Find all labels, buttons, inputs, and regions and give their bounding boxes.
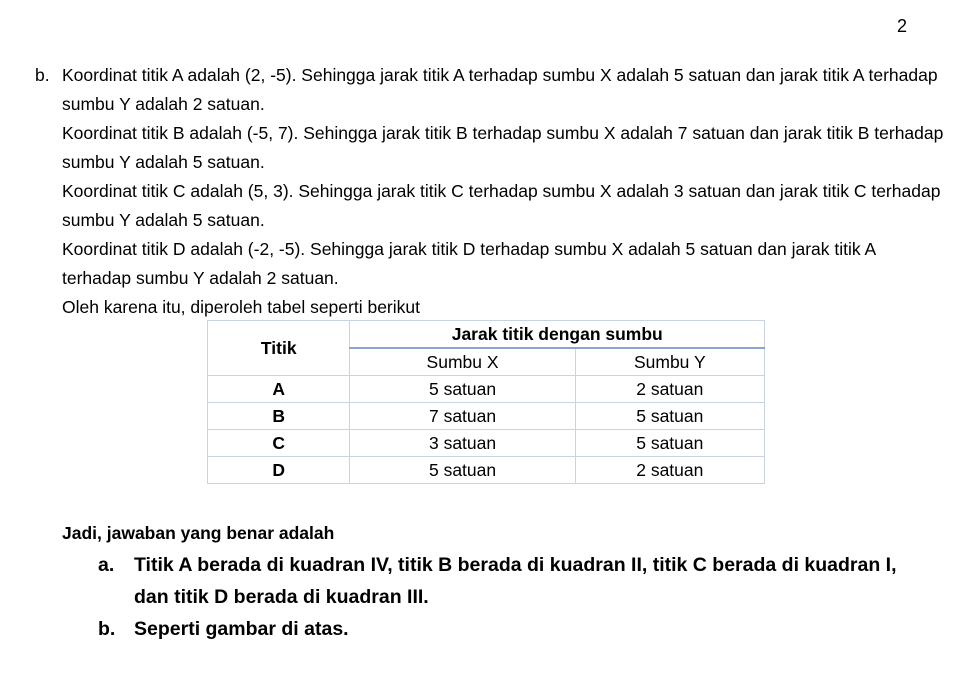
paragraph-point-c: Koordinat titik C adalah (5, 3). Sehingga jarak titik C terhadap sumbu X adalah 3 satuan dan jarak titik C terhadap sumbu Y adalah 5 satuan. <box>62 181 941 230</box>
table-row <box>208 403 765 430</box>
header-sumbu-y: Sumbu Y <box>575 348 764 376</box>
cell-sumbu-y: 2 satuan <box>575 376 764 403</box>
paragraph-point-b: Koordinat titik B adalah (-5, 7). Sehingga jarak titik B terhadap sumbu X adalah 7 satuan dan jarak titik B terhadap sumbu Y adalah 5 satuan. <box>62 123 944 172</box>
paragraph-table-intro: Oleh karena itu, diperoleh tabel seperti berikut <box>62 297 420 317</box>
section-body <box>62 61 945 322</box>
table-row <box>208 457 765 484</box>
cell-titik: B <box>208 403 350 430</box>
paragraph-point-d: Koordinat titik D adalah (-2, -5). Sehingga jarak titik D terhadap sumbu X adalah 5 satuan dan jarak titik A terhadap sumbu Y adalah 2 satuan. <box>62 239 876 288</box>
paragraph-point-a: Koordinat titik A adalah (2, -5). Sehingga jarak titik A terhadap sumbu X adalah 5 satuan dan jarak titik A terhadap sumbu Y adalah 2 satuan. <box>62 65 938 114</box>
answer-marker: a. <box>98 554 115 576</box>
section-marker: b. <box>35 65 50 85</box>
cell-titik: D <box>208 457 350 484</box>
table-row <box>208 376 765 403</box>
cell-titik: C <box>208 430 350 457</box>
cell-sumbu-y: 5 satuan <box>575 403 764 430</box>
answer-marker: b. <box>98 618 116 640</box>
section-b <box>35 61 945 322</box>
header-group: Jarak titik dengan sumbu <box>350 321 765 349</box>
cell-titik: A <box>208 376 350 403</box>
header-sumbu-x: Sumbu X <box>350 348 575 376</box>
answer-text: Seperti gambar di atas. <box>134 618 349 640</box>
answer-item <box>98 613 898 645</box>
table-header-row <box>208 321 765 349</box>
page-number: 2 <box>897 16 908 36</box>
answer-text: Titik A berada di kuadran IV, titik B berada di kuadran II, titik C berada di kuadran I, dan titik D berada di kuadran III. <box>134 554 897 608</box>
answer-list <box>98 549 898 645</box>
answer-item <box>98 549 898 613</box>
header-titik: Titik <box>208 321 350 376</box>
conclusion-label: Jadi, jawaban yang benar adalah <box>62 523 335 543</box>
cell-sumbu-y: 5 satuan <box>575 430 764 457</box>
cell-sumbu-x: 7 satuan <box>350 403 575 430</box>
cell-sumbu-x: 5 satuan <box>350 457 575 484</box>
distance-table <box>207 320 765 484</box>
cell-sumbu-x: 3 satuan <box>350 430 575 457</box>
table-row <box>208 430 765 457</box>
cell-sumbu-y: 2 satuan <box>575 457 764 484</box>
cell-sumbu-x: 5 satuan <box>350 376 575 403</box>
